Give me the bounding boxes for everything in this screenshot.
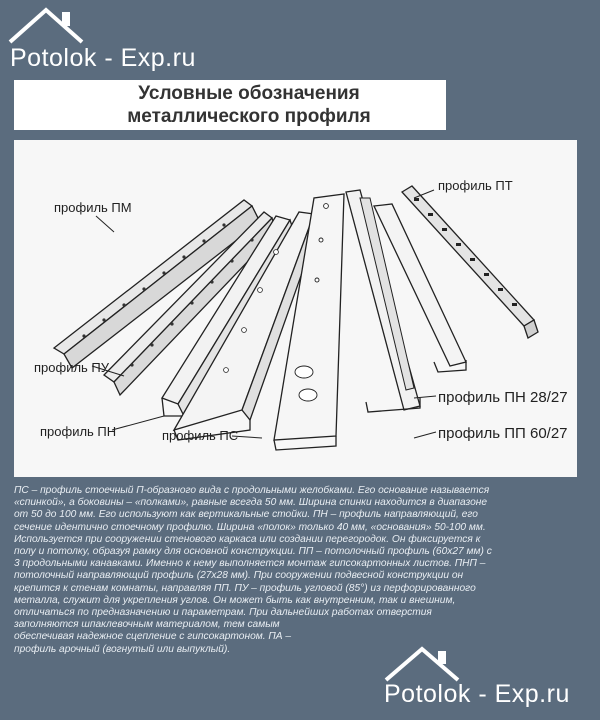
brand-logo-bottom bbox=[382, 644, 597, 716]
description-line: потолочный направляющий профиль (27х28 мм). При сооружении подвесной конструкции он bbox=[14, 570, 464, 582]
description-line: заполняются шпаклевочным материалом, тем самым bbox=[14, 619, 280, 631]
description-line: отличаться по предназначению и параметрам. При дальнейших работах отверстия bbox=[14, 607, 432, 619]
profiles-description bbox=[14, 485, 586, 656]
label-profile-pn-28-27: профиль ПН 28/27 bbox=[438, 389, 568, 406]
description-line: обеспечивая надежное сцепление с гипсокартоном. ПА – bbox=[14, 631, 292, 643]
profile-pt-drawing bbox=[402, 186, 538, 338]
house-roof-icon bbox=[6, 4, 126, 46]
label-profile-pt: профиль ПТ bbox=[438, 178, 513, 193]
description-line: от 50 до 100 мм. Его используют как вертикальные стойки. ПН – профиль направляющий, его bbox=[14, 509, 478, 521]
description-line: ПС – профиль стоечный П-образного вида с продольными желобками. Его основание называется bbox=[14, 485, 490, 496]
description-line: Используется при сооружении стенового каркаса или создании перегородок. Он фиксируется к bbox=[14, 533, 481, 545]
label-profile-ps: профиль ПС bbox=[162, 428, 239, 443]
brand-name: Potolok - Exp.ru bbox=[10, 44, 196, 72]
label-profile-pu: профиль ПУ bbox=[34, 360, 110, 375]
label-profile-pp-60-27: профиль ПП 60/27 bbox=[438, 425, 568, 442]
description-line: металла, служит для укрепления углов. Он может быть как внутренним, так и внешним, bbox=[14, 594, 456, 606]
title-line-1: Условные обозначения bbox=[138, 83, 360, 104]
description-line: 3 продольными канавками. Именно к нему выполняется монтаж гипсокартонных листов. ПНП – bbox=[14, 558, 486, 570]
profiles-drawing bbox=[14, 140, 577, 477]
profiles-illustration bbox=[14, 140, 577, 477]
page-title bbox=[14, 80, 446, 130]
title-line-2: металлического профиля bbox=[127, 106, 371, 127]
description-line: сечение идентично стоечному профилю. Ширина «полок» только 40 мм, «основания» 50-100 мм. bbox=[14, 521, 486, 533]
brand-logo-top bbox=[6, 4, 236, 76]
description-line: полу и потолку, образуя рамку для основной конструкции. ПП – потолочный профиль (60х27 мм) с bbox=[14, 546, 492, 558]
brand-name: Potolok - Exp.ru bbox=[384, 680, 570, 708]
description-line: крепится к стенам комнаты, направляя ПП. ПУ – профиль угловой (85°) из перфорированного bbox=[14, 582, 476, 594]
house-roof-icon bbox=[382, 644, 502, 684]
description-line: «спинкой», а боковины – «полками», равные всегда 50 мм. Ширина спинки находится в диапазоне bbox=[14, 497, 488, 509]
description-line: профиль арочный (вогнутый или выпуклый). bbox=[14, 643, 231, 655]
label-profile-pm: профиль ПМ bbox=[54, 200, 132, 215]
label-profile-pn: профиль ПН bbox=[40, 424, 117, 439]
